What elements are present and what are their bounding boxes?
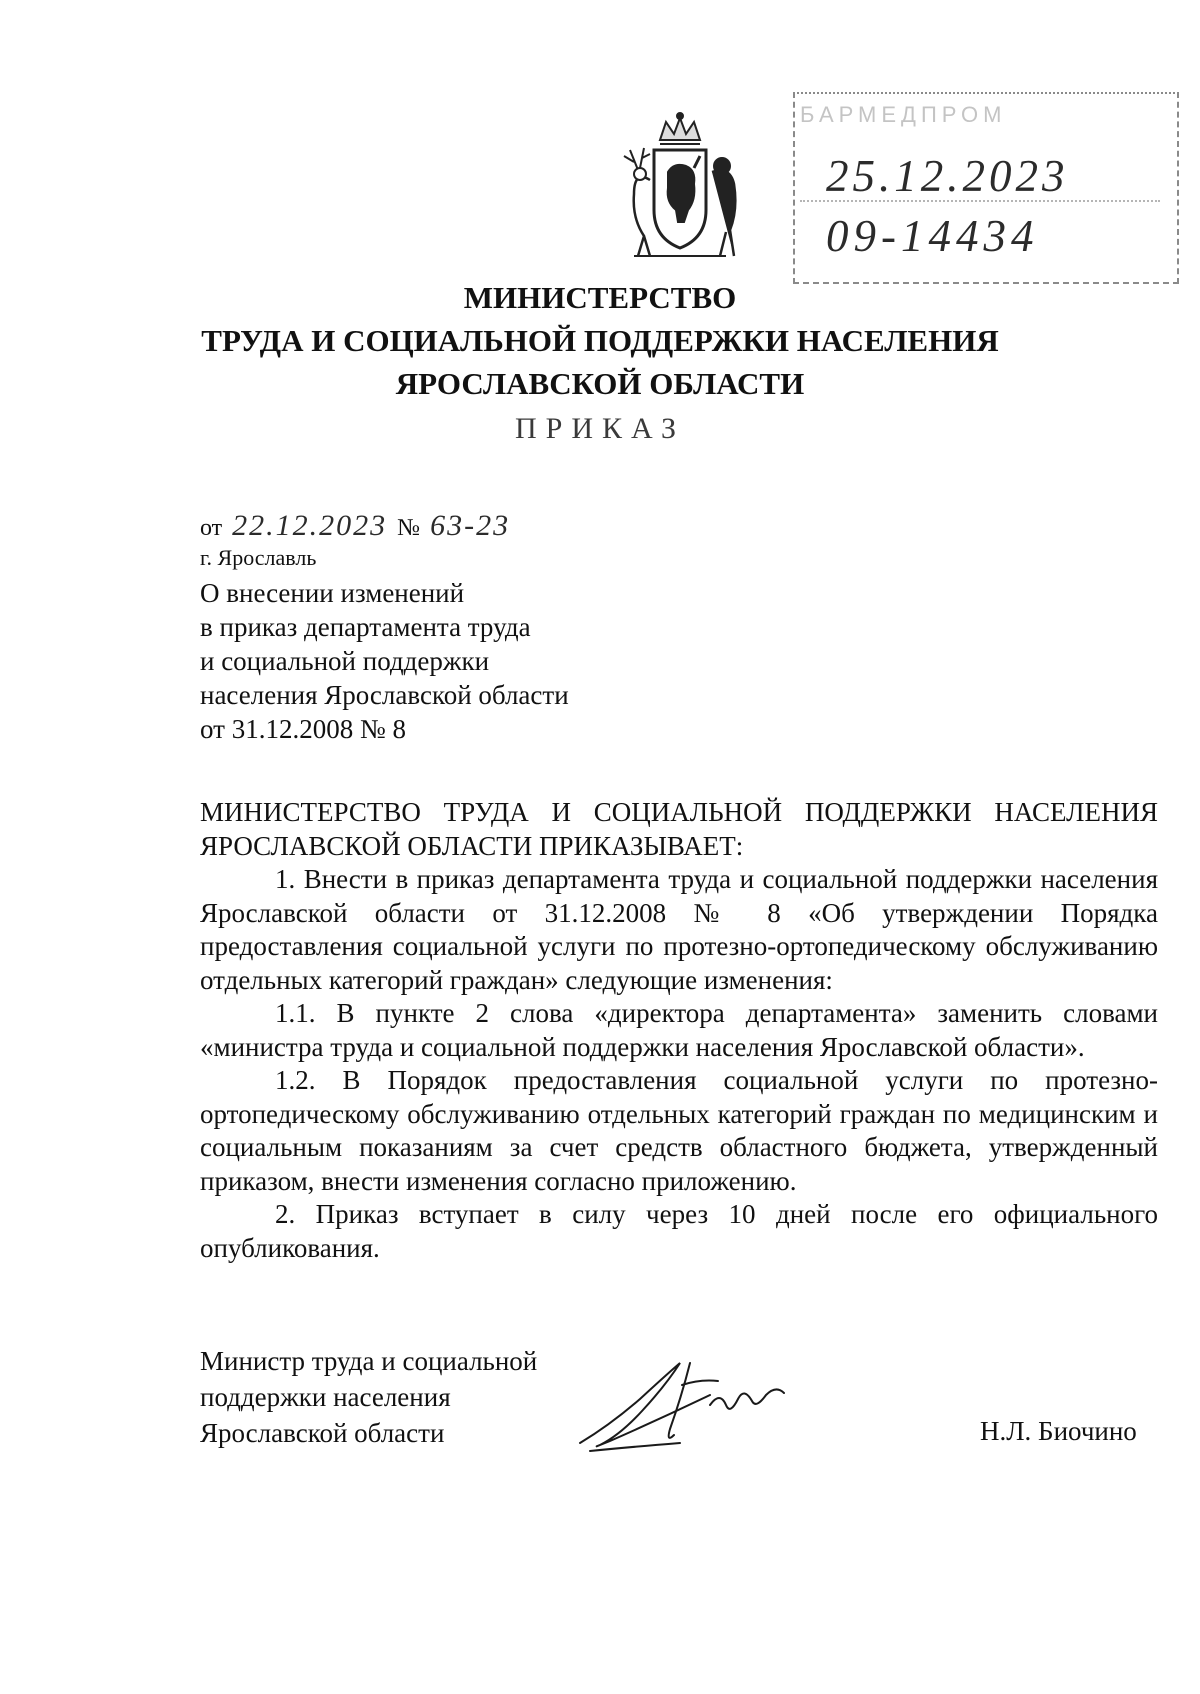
order-date-line (200, 509, 514, 543)
order-city: г. Ярославль (200, 545, 317, 570)
order-item-1-1: 1.1. В пункте 2 слова «директора департамента» заменить словами «министра труда и социальной поддержки населения Ярославской области». (200, 998, 1158, 1062)
number-label: № (397, 515, 421, 541)
order-item-1-2: 1.2. В Порядок предоставления социальной услуги по протезно-ортопедическому обслуживанию отдельных категорий граждан по медицинским и социальным показаниям за счет средств областного бюджета, утвержденный приказом, внести изменения согласно приложению. (200, 1065, 1158, 1196)
subject-line: в приказ департамента труда (200, 612, 531, 642)
subject-line: от 31.12.2008 № 8 (200, 714, 406, 744)
handwritten-signature (570, 1355, 790, 1455)
stamp-date: 25.12.2023 (826, 151, 1069, 201)
order-date: 22.12.2023 (232, 509, 388, 542)
subject-line: О внесении изменений (200, 578, 465, 608)
order-subject (200, 576, 569, 746)
order-preamble: МИНИСТЕРСТВО ТРУДА И СОЦИАЛЬНОЙ ПОДДЕРЖКИ НАСЕЛЕНИЯ ЯРОСЛАВСКОЙ ОБЛАСТИ ПРИКАЗЫВАЕТ: (200, 797, 1158, 861)
from-label: от (200, 515, 223, 541)
stamp-organization: БАРМЕДПРОМ (800, 102, 1007, 127)
coat-of-arms-icon (604, 110, 756, 262)
signer-position (200, 1343, 537, 1451)
signer-position-line: поддержки населения (200, 1382, 451, 1412)
subject-line: населения Ярославской области (200, 680, 569, 710)
ministry-title-line2: ТРУДА И СОЦИАЛЬНОЙ ПОДДЕРЖКИ НАСЕЛЕНИЯ (201, 323, 999, 358)
order-number: 63-23 (430, 509, 511, 542)
stamp-number: 09-14434 (826, 211, 1039, 261)
order-item-1: 1. Внести в приказ департамента труда и социальной поддержки населения Ярославской области от 31.12.2008 № 8 «Об утверждении Порядка предоставления социальной услуги по протезно-ортопедическому обслуживанию отдельных категорий граждан» следующие изменения: (200, 864, 1158, 995)
ministry-title-line1: МИНИСТЕРСТВО (463, 280, 737, 315)
signer-name: Н.Л. Биочино (980, 1416, 1137, 1446)
subject-line: и социальной поддержки (200, 646, 490, 676)
signer-position-line: Министр труда и социальной (200, 1346, 538, 1376)
ministry-title-line3: ЯРОСЛАВСКОЙ ОБЛАСТИ (395, 366, 805, 401)
order-body (200, 796, 1158, 1265)
stamp-divider (800, 200, 1160, 202)
order-item-2: 2. Приказ вступает в силу через 10 дней после его официального опубликования. (200, 1199, 1158, 1263)
signer-position-line: Ярославской области (200, 1418, 445, 1448)
document-type: ПРИКАЗ (515, 412, 685, 445)
